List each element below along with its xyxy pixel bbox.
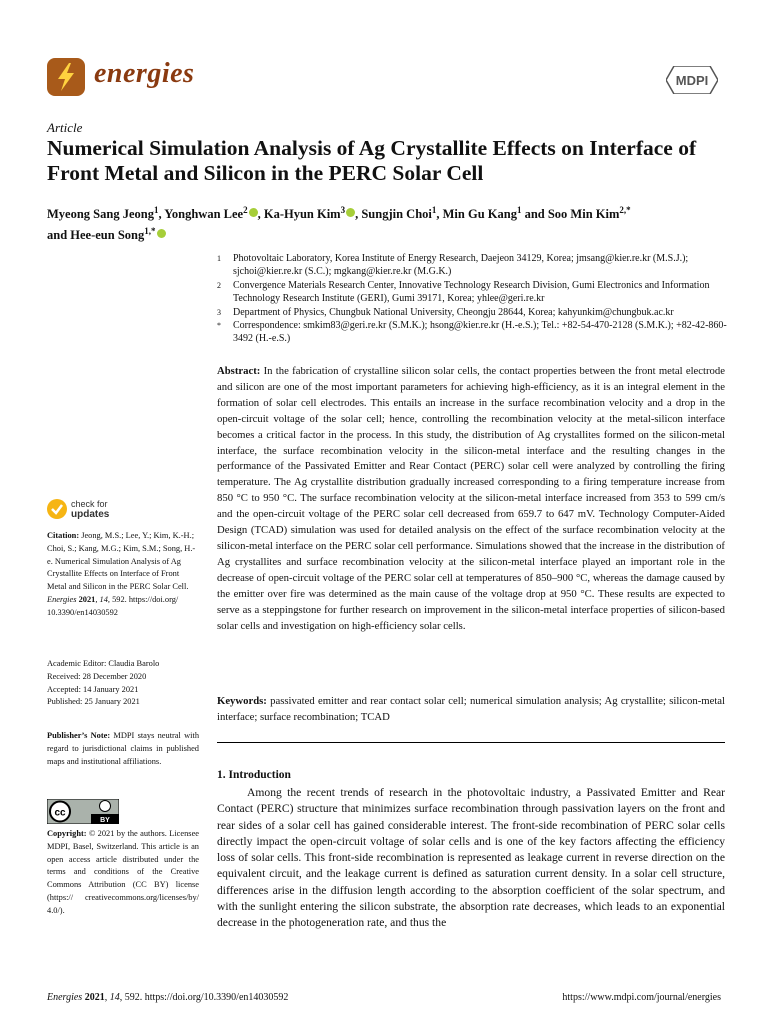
- author-affiliation-mark: 1: [431, 205, 437, 215]
- check-for-updates-button[interactable]: [47, 497, 197, 523]
- affiliations: [217, 252, 727, 346]
- affiliation-number: *: [217, 321, 221, 331]
- author-affiliation-mark: 1: [516, 205, 522, 215]
- citation-block: Citation: Jeong, M.S.; Lee, Y.; Kim, K.-H.; Choi, S.; Kang, M.G.; Kim, S.M.; Song, H.-e. Numerical Simulation Analysis of Ag Crystallite Effects on Interface of Front Metal and Silicon in the PERC Solar Cell. Energies 2021, 14, 592. https://doi.org/ 10.3390/en14030592: [47, 531, 196, 617]
- orcid-icon[interactable]: [249, 208, 258, 217]
- paper-title: Numerical Simulation Analysis of Ag Crystallite Effects on Interface of Front Metal and Silicon in the PERC Solar Cell: [47, 136, 697, 185]
- affiliation-number: 2: [217, 280, 221, 290]
- affiliation-number: 3: [217, 307, 221, 317]
- author-name: Min Gu Kang: [442, 207, 517, 222]
- updates-label: updates: [71, 509, 110, 520]
- author-name: Myeong Sang Jeong: [47, 207, 154, 222]
- author-list: Myeong Sang Jeong$^1$, Yonghwan Lee$^2$ , Ka-Hyun Kim$^3$ , Sungjin Choi$^1$, Min Gu Kang$^1$ and Soo Min Kim$^{2,*}$ and Hee-eun Song$^{1,*}$: [47, 205, 631, 243]
- journal-name: energies: [94, 58, 195, 89]
- dates-block: [47, 658, 199, 709]
- cc-by-license-icon[interactable]: [47, 799, 119, 824]
- author-name: Hee-eun Song: [70, 228, 145, 243]
- mdpi-logo-icon: [666, 66, 718, 94]
- affiliation-row: [217, 252, 727, 279]
- check-updates-icon: [47, 499, 67, 519]
- footer-citation: Energies 2021, 14, 592. https://doi.org/10.3390/en14030592: [47, 992, 289, 1003]
- footer-journal-url[interactable]: https://www.mdpi.com/journal/energies: [562, 992, 721, 1003]
- affiliation-text: Convergence Materials Research Center, Innovative Technology Research Division, Gumi Electronics and Information Technology Research Institute (GERI), Gumi 39171, Korea; yhlee@geri.re.kr: [233, 279, 710, 305]
- affiliation-text: Department of Physics, Chungbuk National University, Cheongju 28644, Korea; kahyunkim@chungbuk.ac.kr: [233, 306, 674, 318]
- mdpi-label: MDPI: [675, 73, 709, 88]
- author-name: Sungjin Choi: [361, 207, 432, 222]
- affiliation-row: [217, 279, 727, 306]
- affiliation-row: [217, 319, 727, 346]
- keywords-label: Keywords:: [217, 695, 267, 707]
- author-name: Yonghwan Lee: [164, 207, 244, 222]
- author-affiliation-mark: 2: [243, 205, 248, 215]
- author-affiliation-mark: 2,*: [619, 205, 631, 215]
- svg-text:BY: BY: [100, 817, 110, 824]
- author-affiliation-mark: 3: [340, 205, 346, 215]
- author-affiliation-mark: 1,*: [144, 226, 156, 237]
- affiliation-row: [217, 306, 727, 319]
- article-type: Article: [47, 120, 83, 135]
- published-date: Published: 25 January 2021: [47, 697, 140, 707]
- keywords: [217, 694, 725, 726]
- author-affiliation-mark: 1: [153, 205, 159, 215]
- author-name: Soo Min Kim: [547, 207, 620, 222]
- energies-logo-icon: [47, 58, 85, 96]
- affiliation-number: 1: [217, 254, 221, 263]
- abstract-label: Abstract:: [217, 365, 261, 377]
- check-label: check for: [71, 499, 108, 509]
- abstract: [217, 364, 725, 634]
- orcid-icon[interactable]: [346, 208, 355, 217]
- section-heading-introduction: 1. Introduction: [217, 769, 291, 781]
- received-date: Received: 28 December 2020: [47, 671, 147, 681]
- divider: [217, 742, 725, 743]
- svg-text:cc: cc: [54, 807, 66, 819]
- author-name: Ka-Hyun Kim: [263, 207, 341, 222]
- affiliation-text: Photovoltaic Laboratory, Korea Institute of Energy Research, Daejeon 34129, Korea; jmsang@kier.re.kr (M.S.J.); sjchoi@kier.re.kr (S.C.); mgkang@kier.re.kr (M.G.K.): [233, 253, 689, 278]
- introduction-text: Among the recent trends of research in the photovoltaic industry, a Passivated Emitter and Rear Contact (PERC) structure that minimizes surface recombination through passivation layers on the front and rear sides of a solar cell has gained considerable interest. The front-side recombination of PERC solar cells directly impact the open-circuit voltage of solar cells and is one of the key factors affecting the efficiency loss of solar cells. This front-side recombination is represented as leakage current in reverse direction on the equivalent circuit, and the leakage current is defined as saturation current density. In a solar cell structure, differences arise in the diffusion length according to the absorption coefficient of the solar spectrum, and with the sunlight entering the silicon substrate, the absorption rate decreases, which leads to an exponential decrease in the photogeneration rate, and thus the: [217, 786, 725, 930]
- affiliation-text: Correspondence: smkim83@geri.re.kr (S.M.K.); hsong@kier.re.kr (H.-e.S.); Tel.: +82-54-470-2128 (S.M.K.); +82-42-860-3492 (H.-e.S.): [233, 320, 727, 345]
- academic-editor: Academic Editor: Claudia Barolo: [47, 659, 160, 668]
- copyright-block: Copyright: © 2021 by the authors. Licensee MDPI, Basel, Switzerland. This article is an open access article distributed under the terms and conditions of the Creative Commons Attribution (CC BY) license (https:// creativecommons.org/licenses/by/ 4.0/).: [47, 829, 199, 915]
- publisher-note: Publisher’s Note: MDPI stays neutral with regard to jurisdictional claims in published maps and institutional affiliations.: [47, 731, 200, 766]
- accepted-date: Accepted: 14 January 2021: [47, 684, 139, 694]
- abstract-text: In the fabrication of crystalline silicon solar cells, the contact properties between the front metal electrode and silicon are one of the most important parameters for achieving high-efficiency, as it is an integral element in the formation of solar cell electrodes. This entails an increase in the surface recombination velocity and a drop in the open-circuit voltage of the solar cell; hence, controlling the recombination velocity at the metal-silicon interface becomes a critical factor in the process. In this study, the distribution of Ag crystallites formed on the silicon-metal interface, the surface recombination velocity in the silicon-metal interface and the resulting changes in the performance of the Passivated Emitter and Rear Contact (PERC) solar cell were analyzed by controlling the firing temperature. The Ag crystallite distribution gradually increased corresponding to a firing temperature increase from 850 °C to 950 °C. The surface recombination velocity at the silicon-metal interface increased from 353 to 599 cm/s and the open-circuit voltage of the PERC solar cell decreased from 659.7 to 647 mV. Technology Computer-Aided Design (TCAD) simulation was used for detailed analysis on the effect of the surface recombination velocity at the silicon-metal interface on the PERC solar cell performance. Simulations showed that the increase in the distribution of Ag crystallites and surface recombination velocity at the silicon-metal interface played an important role in the decrease of open-circuit voltage of the PERC solar cell at temperatures of 850–900 °C, whereas the damage caused by the emitter over fire was determined as the main cause of the voltage drop at 950 °C. These results are expected to serve as a steppingstone for further research on improvement in the silicon-metal interface properties of silicon-based solar cells and investigation on high-efficiency solar cells.: [217, 365, 725, 632]
- orcid-icon[interactable]: [157, 229, 166, 238]
- keywords-text: passivated emitter and rear contact solar cell; numerical simulation analysis; Ag crystallite; silicon-metal interface; surface recombination; TCAD: [217, 695, 725, 723]
